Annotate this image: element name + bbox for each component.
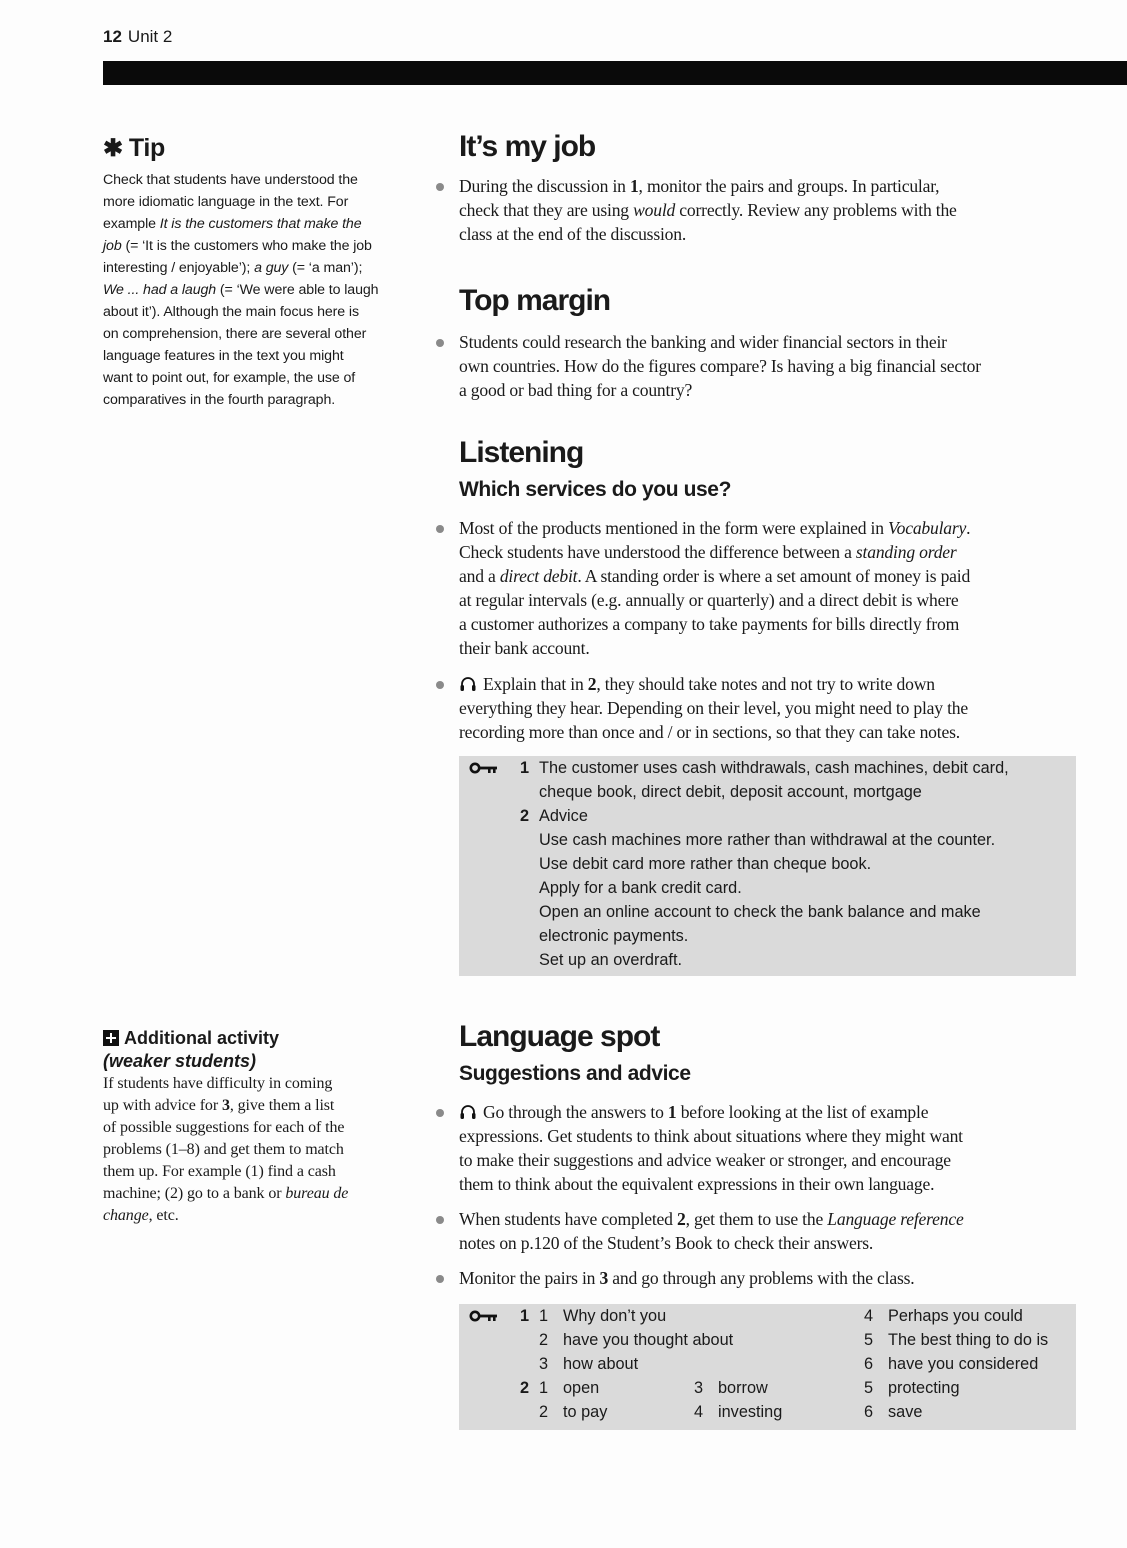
bullet-item (459, 672, 1079, 744)
bullet-dot-icon (436, 1109, 444, 1117)
bullet-dot-icon (436, 339, 444, 347)
answer-item-text: borrow (718, 1379, 768, 1397)
answer-item-text: Perhaps you could (888, 1307, 1023, 1325)
answer-line: Use cash machines more rather than withdrawal at the counter. (539, 831, 996, 849)
answer-item-text: have you considered (888, 1355, 1039, 1373)
text-line: language features in the text you might (103, 348, 344, 364)
additional-activity-subtitle: (weaker students) (103, 1051, 257, 1071)
text-line: During the discussion in 1, monitor the pairs and groups. In particular, (459, 176, 940, 196)
answer-item-number: 6 (864, 1355, 874, 1373)
headphones-icon (459, 676, 477, 692)
header-bar (103, 61, 1127, 85)
text-line: check that they are using would correctly. Review any problems with the (459, 200, 957, 220)
text-line: Go through the answers to 1 before looking at the list of example (459, 1100, 1079, 1124)
key-icon (469, 1310, 499, 1322)
text-line: on comprehension, there are several other (103, 326, 367, 342)
answer-item-number: 6 (864, 1403, 874, 1421)
tip-body (103, 169, 408, 411)
tip-box (103, 134, 408, 411)
section-title: Listening (459, 436, 584, 469)
answer-line: Use debit card more rather than cheque book. (539, 855, 872, 873)
bullet-item (459, 516, 1079, 660)
text-line: and a direct debit. A standing order is where a set amount of money is paid (459, 566, 971, 586)
answer-number: 2 (520, 807, 530, 825)
answer-item-text: have you thought about (563, 1331, 734, 1349)
answer-line: cheque book, direct debit, deposit account, mortgage (539, 783, 922, 801)
plus-box-icon (103, 1030, 119, 1046)
text-line: recording more than once and / or in sections, so that they can take notes. (459, 722, 960, 742)
bullet-list (459, 1100, 1079, 1290)
answer-item-text: protecting (888, 1379, 960, 1397)
text-line: more idiomatic language in the text. For (103, 194, 349, 210)
bullet-list (459, 516, 1079, 744)
text-line: change, etc. (103, 1207, 179, 1224)
exercise-number: 1 (520, 1307, 530, 1325)
answer-line: Set up an overdraft. (539, 951, 683, 969)
answer-item-number: 1 (539, 1307, 549, 1325)
bullet-item (459, 1100, 1079, 1196)
text-line: a good or bad thing for a country? (459, 380, 693, 400)
answer-item-number: 3 (539, 1355, 549, 1373)
text-line: Check that students have understood the (103, 172, 358, 188)
text-line: Check students have understood the difference between a standing order (459, 542, 957, 562)
answer-item-text: Why don’t you (563, 1307, 667, 1325)
text-line: If students have difficulty in coming (103, 1075, 333, 1092)
headphones-icon (459, 1104, 477, 1120)
text-line: example It is the customers that make the (103, 216, 362, 232)
bullet-list (459, 174, 1079, 246)
answer-line: The customer uses cash withdrawals, cash machines, debit card, (539, 759, 1009, 777)
bullet-dot-icon (436, 681, 444, 689)
answer-item-text: how about (563, 1355, 639, 1373)
section-its-my-job (459, 130, 1079, 246)
text-line: about it’). Although the main focus here is (103, 304, 359, 320)
answer-item-number: 5 (864, 1331, 874, 1349)
bullet-list (459, 330, 1079, 402)
text-line: Explain that in 2, they should take notes and not try to write down (459, 672, 1079, 696)
page-number: 12 (103, 27, 122, 46)
answer-number: 1 (520, 759, 530, 777)
text-line: Monitor the pairs in 3 and go through any problems with the class. (459, 1268, 915, 1288)
section-title: Language spot (459, 1020, 660, 1053)
unit-label: Unit 2 (127, 27, 173, 46)
answer-item-number: 4 (694, 1403, 704, 1421)
answer-line: electronic payments. (539, 927, 689, 945)
text-line: to make their suggestions and advice weaker or stronger, and encourage (459, 1150, 951, 1170)
answer-item-number: 1 (539, 1379, 549, 1397)
answer-item-number: 2 (539, 1331, 549, 1349)
text-line: Most of the products mentioned in the form were explained in Vocabulary. (459, 518, 971, 538)
section-title: It’s my job (459, 130, 596, 163)
text-line: them to think about the equivalent expressions in their own language. (459, 1174, 935, 1194)
text-line: job (= ‘It is the customers who make the job (103, 238, 372, 254)
bullet-dot-icon (436, 525, 444, 533)
text-line: machine; (2) go to a bank or bureau de (103, 1185, 349, 1202)
section-subtitle: Suggestions and advice (459, 1062, 691, 1085)
answer-item-number: 4 (864, 1307, 874, 1325)
text-line: want to point out, for example, the use of (103, 370, 356, 386)
additional-activity-box (103, 1027, 408, 1227)
answer-line: Apply for a bank credit card. (539, 879, 742, 897)
additional-activity-body (103, 1073, 408, 1227)
text-line: We ... had a laugh (= ‘We were able to laugh (103, 282, 379, 298)
bullet-item (459, 1266, 1079, 1290)
answer-key-listening (459, 756, 1076, 976)
bullet-dot-icon (436, 183, 444, 191)
text-line: of possible suggestions for each of the (103, 1119, 345, 1136)
answer-item-number: 5 (864, 1379, 874, 1397)
bullet-item (459, 1207, 1079, 1255)
text-line: notes on p.120 of the Student’s Book to check their answers. (459, 1233, 874, 1253)
text-line: comparatives in the fourth paragraph. (103, 392, 336, 408)
text-line: their bank account. (459, 638, 590, 658)
tip-title: ✱ Tip (103, 134, 165, 162)
asterisk-icon: ✱ (103, 135, 123, 162)
text-line: everything they hear. Depending on their level, you might need to play the (459, 698, 968, 718)
text-line: own countries. How do the figures compare? Is having a big financial sector (459, 356, 981, 376)
section-language-spot (459, 1020, 1079, 1290)
section-title: Top margin (459, 284, 611, 317)
answer-line: Open an online account to check the bank balance and make (539, 903, 981, 921)
answer-item-text: investing (718, 1403, 783, 1421)
bullet-dot-icon (436, 1216, 444, 1224)
additional-activity-title: Additional activity (103, 1027, 408, 1049)
text-line: interesting / enjoyable’); a guy (= ‘a man’); (103, 260, 363, 276)
exercise-number: 2 (520, 1379, 530, 1397)
answer-heading: Advice (539, 807, 588, 825)
section-top-margin (459, 284, 1079, 402)
key-icon (469, 762, 499, 774)
section-listening (459, 436, 1079, 744)
text-line: expressions. Get students to think about situations where they might want (459, 1126, 963, 1146)
text-line: When students have completed 2, get them to use the Language reference (459, 1209, 964, 1229)
bullet-dot-icon (436, 1275, 444, 1283)
answer-item-text: save (888, 1403, 923, 1421)
answer-item-number: 3 (694, 1379, 704, 1397)
answer-item-text: The best thing to do is (888, 1331, 1049, 1349)
section-subtitle: Which services do you use? (459, 478, 732, 501)
text-line: them up. For example (1) find a cash (103, 1163, 336, 1180)
text-line: at regular intervals (e.g. annually or quarterly) and a direct debit is where (459, 590, 959, 610)
answer-item-text: open (563, 1379, 600, 1397)
text-line: problems (1–8) and get them to match (103, 1141, 344, 1158)
text-line: up with advice for 3, give them a list (103, 1097, 335, 1114)
bullet-item (459, 174, 1079, 246)
answer-key-language-spot (459, 1304, 1076, 1430)
page-header (103, 27, 172, 47)
text-line: Students could research the banking and wider financial sectors in their (459, 332, 947, 352)
bullet-item (459, 330, 1079, 402)
answer-item-number: 2 (539, 1403, 549, 1421)
text-line: class at the end of the discussion. (459, 224, 687, 244)
answer-item-text: to pay (563, 1403, 608, 1421)
text-line: a customer authorizes a company to take payments for bills directly from (459, 614, 960, 634)
